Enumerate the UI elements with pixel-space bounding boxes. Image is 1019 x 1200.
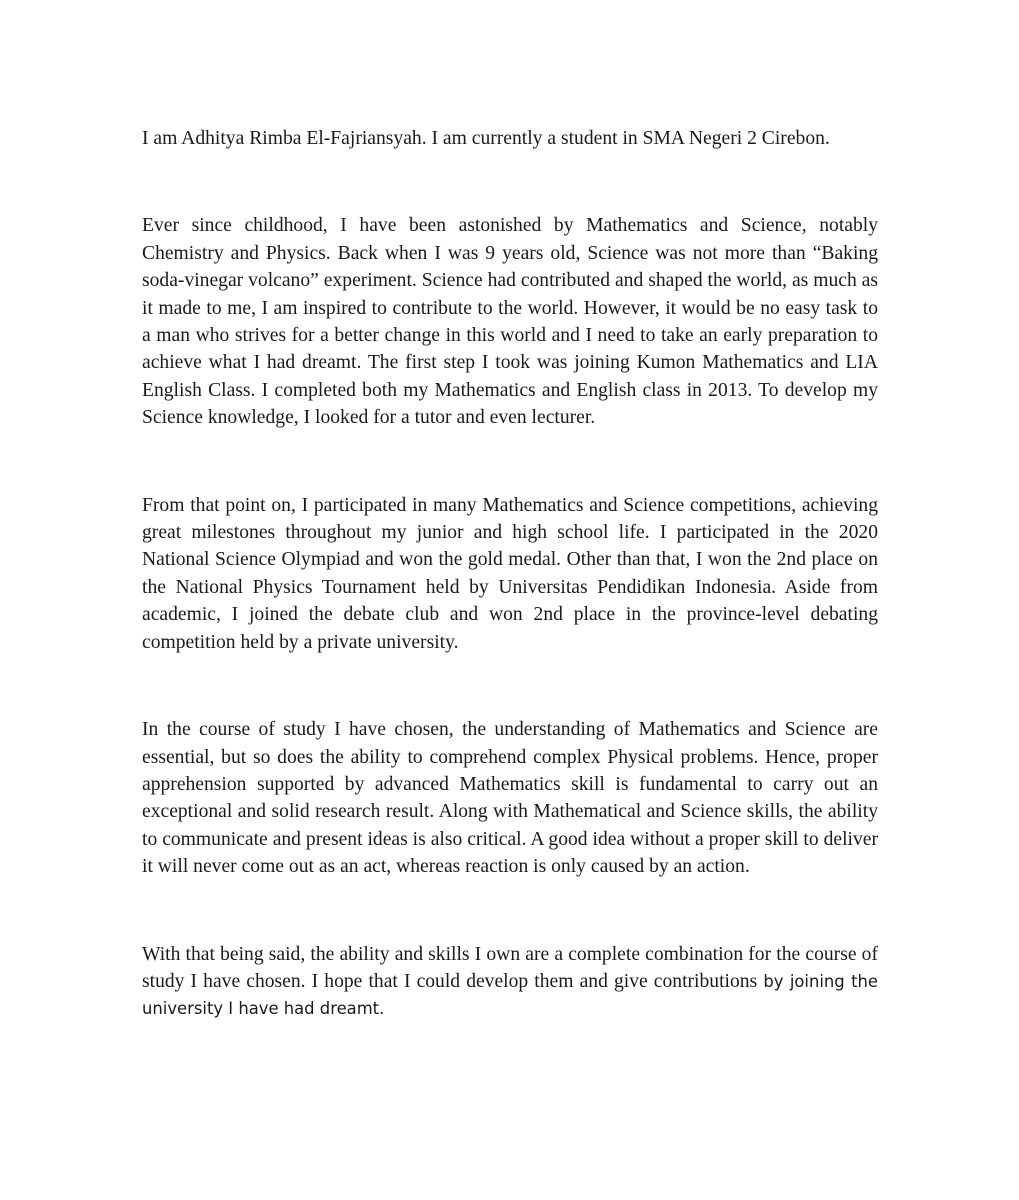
achievements-paragraph: From that point on, I participated in many Mathematics and Science competitions, achieving great milestones throughout my junior and high school life. I participated in the 2020 National Science Olympiad and won the gold medal. Other than that, I won the 2nd place on the National Physics Tournament held by Universitas Pendidikan Indonesia. Aside from academic, I joined the debate club and won 2nd place in the province-level debating competition held by a private university. [142, 494, 878, 653]
intro-paragraph: I am Adhitya Rimba El-Fajriansyah. I am currently a student in SMA Negeri 2 Cirebon. [142, 128, 830, 149]
childhood-paragraph: Ever since childhood, I have been astonished by Mathematics and Science, notably Chemistry and Physics. Back when I was 9 years old, Science was not more than “Baking soda-vinegar volcano” experiment. Science had contributed and shaped the world, as much as it made to me, I am inspired to contribute to the world. However, it would be no easy task to a man who strives for a better change in this world and I need to take an early preparation to achieve what I had dreamt. The first step I took was joining Kumon Mathematics and LIA English Class. I completed both my Mathematics and English class in 2013. To develop my Science knowledge, I looked for a tutor and even lecturer. [142, 215, 878, 429]
course-of-study-paragraph: In the course of study I have chosen, the understanding of Mathematics and Science are essential, but so does the ability to comprehend complex Physical problems. Hence, proper apprehension supported by advanced Mathematics skill is fundamental to carry out an exceptional and solid research result. Along with Mathematical and Science skills, the ability to communicate and present ideas is also critical. A good idea without a proper skill to deliver it will never come out as an act, whereas reaction is only caused by an action. [142, 719, 878, 878]
closing-text-sans: by joining the university I have had dreamt. [142, 971, 879, 1019]
closing-paragraph [142, 941, 878, 1023]
document-body [142, 125, 878, 1023]
closing-text-serif: With that being said, the ability and skills I own are a complete combination for the course of study I have chosen. I hope that I could develop them and give contributions [142, 943, 878, 992]
